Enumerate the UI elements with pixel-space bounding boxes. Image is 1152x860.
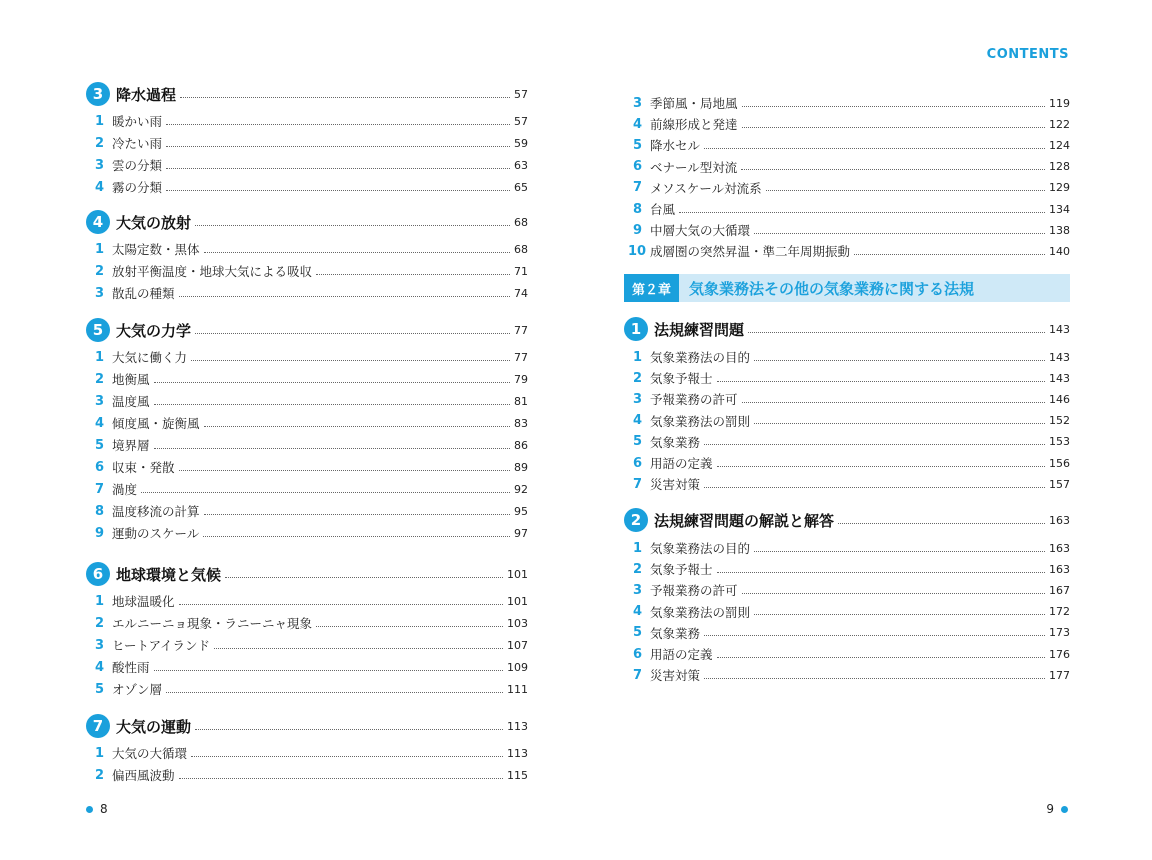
entry-page-number: 172 [1049,605,1070,619]
entry-number: 2 [633,561,643,577]
section-number-badge: 3 [86,82,110,106]
entry-number: 1 [633,349,643,365]
toc-entry[interactable] [624,199,1070,219]
entry-title: 酸性雨 [112,660,150,675]
entry-number: 5 [633,137,643,153]
toc-entry[interactable] [86,155,528,175]
entry-number: 2 [95,767,105,783]
section-heading[interactable] [86,317,528,343]
entry-number: 3 [95,393,105,409]
entry-page-number: 59 [514,136,528,150]
dot-leader [166,146,510,147]
entry-page-number: 92 [514,482,528,496]
entry-page-number: 63 [514,158,528,172]
toc-entry[interactable] [86,635,528,655]
entry-title: 地球温暖化 [112,594,175,609]
entry-page-number: 122 [1049,117,1070,131]
dot-leader [754,360,1045,361]
section-page-number: 77 [514,323,528,337]
toc-entry[interactable] [86,657,528,677]
entry-title: 気象業務法の罰則 [650,413,751,429]
toc-entry[interactable] [624,538,1070,558]
dot-leader [195,729,503,730]
entry-page-number: 79 [514,372,528,386]
entry-page-number: 157 [1049,477,1070,491]
entry-title: 偏西風波動 [112,768,175,783]
entry-title: 気象業務 [650,434,701,450]
section-title: 大気の運動 [116,717,192,736]
entry-title: 気象業務法の目的 [650,350,751,365]
section-number-badge: 7 [86,714,110,738]
section-number-badge: 5 [86,318,110,342]
entry-page-number: 65 [514,180,528,194]
entry-page-number: 129 [1049,181,1070,195]
entry-title: 気象業務 [650,625,701,641]
toc-entry[interactable] [624,602,1070,622]
entry-title: 放射平衡温度・地球大気による吸収 [112,264,313,279]
entry-title: 地衡風 [112,372,150,387]
toc-entry[interactable] [624,580,1070,600]
toc-entry[interactable] [624,347,1070,367]
entry-page-number: 86 [514,438,528,452]
toc-entry[interactable] [624,157,1070,177]
entry-page-number: 111 [507,682,528,696]
entry-page-number: 97 [514,526,528,540]
entry-page-number: 176 [1049,647,1070,661]
entry-page-number: 153 [1049,435,1070,449]
entry-number: 6 [633,455,643,471]
dot-leader [704,148,1045,149]
dot-leader [316,274,510,275]
section-heading[interactable] [86,713,528,739]
dot-leader [742,127,1045,128]
entry-number: 1 [95,241,105,257]
dot-leader [754,423,1045,424]
section-title: 降水過程 [116,85,177,104]
toc-entry[interactable] [624,389,1070,409]
entry-title: 霧の分類 [112,180,163,195]
entry-page-number: 74 [514,286,528,300]
section-page-number: 57 [514,87,528,101]
entry-title: 境界層 [112,438,150,453]
entry-title: 渦度 [112,482,138,497]
entry-title: 用語の定義 [650,647,713,662]
entry-number: 6 [633,646,643,662]
dot-leader [195,333,510,334]
chapter-tag: 第２章 [624,274,679,302]
entry-page-number: 138 [1049,223,1070,237]
entry-number: 5 [95,437,105,453]
dot-leader [741,169,1045,170]
section-page-number: 68 [514,215,528,229]
toc-entry[interactable] [86,111,528,131]
entry-number: 2 [95,371,105,387]
entry-number: 8 [95,503,105,519]
section-heading[interactable] [86,81,528,107]
entry-number: 1 [95,593,105,609]
toc-entry[interactable] [86,479,528,499]
section-title: 地球環境と気候 [116,565,222,584]
chapter-title: 気象業務法その他の気象業務に関する法規 [689,279,975,298]
entry-number: 5 [95,681,105,697]
dot-leader [717,657,1045,658]
entry-page-number: 173 [1049,626,1070,640]
dot-leader [754,551,1045,552]
dot-leader [704,678,1045,679]
entry-title: 気象業務法の罰則 [650,604,751,620]
entry-page-number: 140 [1049,244,1070,258]
dot-leader [204,426,510,427]
toc-entry[interactable] [86,283,528,303]
section-heading[interactable] [86,561,528,587]
toc-entry[interactable] [624,114,1070,134]
entry-title: 気象予報士 [650,371,713,387]
folio-dot-icon [1061,806,1068,813]
section-number-badge: 6 [86,562,110,586]
section-number-badge: 2 [624,508,648,532]
dot-leader [166,692,503,693]
entry-page-number: 152 [1049,414,1070,428]
dot-leader [204,514,510,515]
entry-number: 3 [633,582,643,598]
entry-page-number: 109 [507,660,528,674]
section-page-number: 143 [1049,322,1070,336]
dot-leader [179,778,503,779]
toc-entry[interactable] [86,523,528,543]
toc-entry[interactable] [624,241,1070,261]
section-heading[interactable] [624,507,1070,533]
dot-leader [225,577,503,578]
toc-entry[interactable] [86,613,528,633]
dot-leader [717,466,1045,467]
dot-leader [766,190,1045,191]
entry-title: 大気の大循環 [112,746,188,761]
entry-page-number: 89 [514,460,528,474]
entry-title: 大気に働く力 [112,350,188,365]
entry-number: 2 [95,615,105,631]
section-title: 法規練習問題 [654,320,745,339]
entry-number: 5 [633,434,643,450]
dot-leader [748,332,1045,333]
entry-number: 8 [633,201,643,217]
folio-dot-icon [86,806,93,813]
entry-title: オゾン層 [112,682,163,697]
entry-page-number: 156 [1049,456,1070,470]
entry-number: 3 [95,285,105,301]
toc-entry[interactable] [86,239,528,259]
toc-entry[interactable] [86,457,528,477]
entry-title: 暖かい雨 [112,114,163,129]
entry-page-number: 57 [514,114,528,128]
entry-number: 3 [95,157,105,173]
entry-title: 気象業務法の目的 [650,541,751,556]
entry-page-number: 143 [1049,371,1070,385]
entry-title: 季節風・局地風 [650,96,738,111]
entry-title: ベナール型対流 [650,159,738,175]
dot-leader [704,487,1045,488]
entry-number: 7 [95,481,105,497]
entry-number: 3 [95,637,105,653]
section-page-number: 101 [507,567,528,581]
entry-number: 7 [633,667,643,683]
dot-leader [154,448,510,449]
dot-leader [742,402,1045,403]
entry-page-number: 77 [514,350,528,364]
entry-number: 4 [633,604,643,620]
entry-title: メソスケール対流系 [650,180,762,196]
entry-title: 運動のスケール [112,526,200,541]
toc-entry[interactable] [624,432,1070,452]
entry-title: 雲の分類 [112,158,163,173]
dot-leader [854,254,1045,255]
entry-title: 降水セル [650,138,701,154]
dot-leader [195,225,510,226]
entry-number: 7 [633,476,643,492]
entry-page-number: 68 [514,242,528,256]
entry-page-number: 83 [514,416,528,430]
left-page-number [86,802,108,816]
entry-title: 温度移流の計算 [112,504,200,519]
toc-entry[interactable] [86,261,528,281]
entry-title: 太陽定数・黒体 [112,242,200,257]
right-folio-text: 9 [1046,802,1054,816]
dot-leader [191,360,510,361]
entry-number: 2 [95,135,105,151]
entry-title: 用語の定義 [650,456,713,471]
dot-leader [179,470,510,471]
entry-page-number: 119 [1049,96,1070,110]
right-page-number [1046,802,1068,816]
left-folio-text: 8 [100,802,108,816]
entry-number: 9 [95,525,105,541]
dot-leader [754,233,1045,234]
entry-number: 4 [95,179,105,195]
entry-page-number: 113 [507,746,528,760]
section-heading[interactable] [624,316,1070,342]
entry-number: 3 [633,391,643,407]
toc-entry[interactable] [86,501,528,521]
toc-entry[interactable] [86,591,528,611]
toc-entry[interactable] [624,623,1070,643]
dot-leader [754,614,1045,615]
entry-number: 1 [95,349,105,365]
entry-number: 9 [633,222,643,238]
entry-number: 4 [633,413,643,429]
toc-entry[interactable] [86,391,528,411]
entry-title: 成層圏の突然昇温・準二年周期振動 [650,244,851,260]
dot-leader [154,670,503,671]
dot-leader [154,382,510,383]
entry-title: 前線形成と発達 [650,117,738,133]
dot-leader [704,444,1045,445]
dot-leader [203,536,510,537]
entry-page-number: 81 [514,394,528,408]
section-heading[interactable] [86,209,528,235]
section-number-badge: 1 [624,317,648,341]
entry-number: 1 [633,540,643,556]
dot-leader [166,168,510,169]
entry-number: 7 [633,180,643,196]
toc-entry[interactable] [624,453,1070,473]
toc-entry[interactable] [86,133,528,153]
contents-header: CONTENTS [986,47,1069,62]
dot-leader [179,604,503,605]
dot-leader [179,296,510,297]
dot-leader [214,648,503,649]
toc-entry[interactable] [86,743,528,763]
entry-page-number: 128 [1049,160,1070,174]
entry-number: 4 [95,659,105,675]
entry-page-number: 143 [1049,350,1070,364]
entry-page-number: 146 [1049,392,1070,406]
toc-entry[interactable] [624,135,1070,155]
dot-leader [166,190,510,191]
section-page-number: 113 [507,719,528,733]
entry-number: 5 [633,625,643,641]
entry-number: 1 [95,113,105,129]
entry-title: 傾度風・旋衡風 [112,416,200,431]
toc-entry[interactable] [624,559,1070,579]
entry-page-number: 71 [514,264,528,278]
entry-page-number: 124 [1049,138,1070,152]
section-title: 大気の力学 [116,321,192,340]
section-number-badge: 4 [86,210,110,234]
dot-leader [838,523,1045,524]
entry-page-number: 101 [507,594,528,608]
dot-leader [717,572,1045,573]
dot-leader [742,593,1045,594]
entry-title: 災害対策 [650,477,701,493]
entry-title: 中層大気の大循環 [650,223,751,239]
chapter-banner[interactable] [624,274,1070,302]
entry-title: エルニーニョ現象・ラニーニャ現象 [112,616,313,631]
toc-entry[interactable] [624,644,1070,664]
entry-page-number: 134 [1049,202,1070,216]
dot-leader [717,381,1045,382]
toc-entry[interactable] [86,765,528,785]
entry-title: 予報業務の許可 [650,583,738,599]
entry-page-number: 167 [1049,583,1070,597]
entry-title: ヒートアイランド [112,638,211,653]
dot-leader [141,492,510,493]
section-title: 法規練習問題の解説と解答 [654,511,835,530]
toc-entry[interactable] [86,347,528,367]
toc-entry[interactable] [86,435,528,455]
entry-title: 収束・発散 [112,460,175,475]
toc-entry[interactable] [624,474,1070,494]
entry-number: 4 [633,116,643,132]
entry-number: 6 [95,459,105,475]
entry-title: 気象予報士 [650,562,713,578]
dot-leader [191,756,503,757]
entry-title: 温度風 [112,394,150,409]
entry-page-number: 107 [507,638,528,652]
section-page-number: 163 [1049,513,1070,527]
entry-number: 6 [633,159,643,175]
entry-page-number: 163 [1049,541,1070,555]
toc-entry[interactable] [86,679,528,699]
toc-entry[interactable] [624,411,1070,431]
entry-title: 災害対策 [650,668,701,684]
toc-entry[interactable] [624,220,1070,240]
dot-leader [166,124,510,125]
entry-number: 2 [633,370,643,386]
entry-page-number: 177 [1049,668,1070,682]
toc-entry[interactable] [624,665,1070,685]
toc-entry[interactable] [86,177,528,197]
toc-entry[interactable] [86,413,528,433]
toc-entry[interactable] [624,368,1070,388]
dot-leader [704,635,1045,636]
dot-leader [180,97,510,98]
entry-page-number: 163 [1049,562,1070,576]
entry-title: 予報業務の許可 [650,392,738,408]
entry-number: 10 [628,243,647,259]
entry-page-number: 103 [507,616,528,630]
dot-leader [679,212,1045,213]
entry-title: 散乱の種類 [112,286,175,301]
toc-entry[interactable] [624,178,1070,198]
dot-leader [742,106,1045,107]
entry-number: 1 [95,745,105,761]
dot-leader [204,252,510,253]
entry-page-number: 115 [507,768,528,782]
entry-page-number: 95 [514,504,528,518]
section-title: 大気の放射 [116,213,192,232]
dot-leader [316,626,503,627]
entry-number: 2 [95,263,105,279]
dot-leader [154,404,510,405]
entry-title: 冷たい雨 [112,136,163,151]
entry-number: 4 [95,415,105,431]
toc-entry[interactable] [86,369,528,389]
entry-number: 3 [633,95,643,111]
entry-title: 台風 [650,202,676,217]
toc-entry[interactable] [624,93,1070,113]
